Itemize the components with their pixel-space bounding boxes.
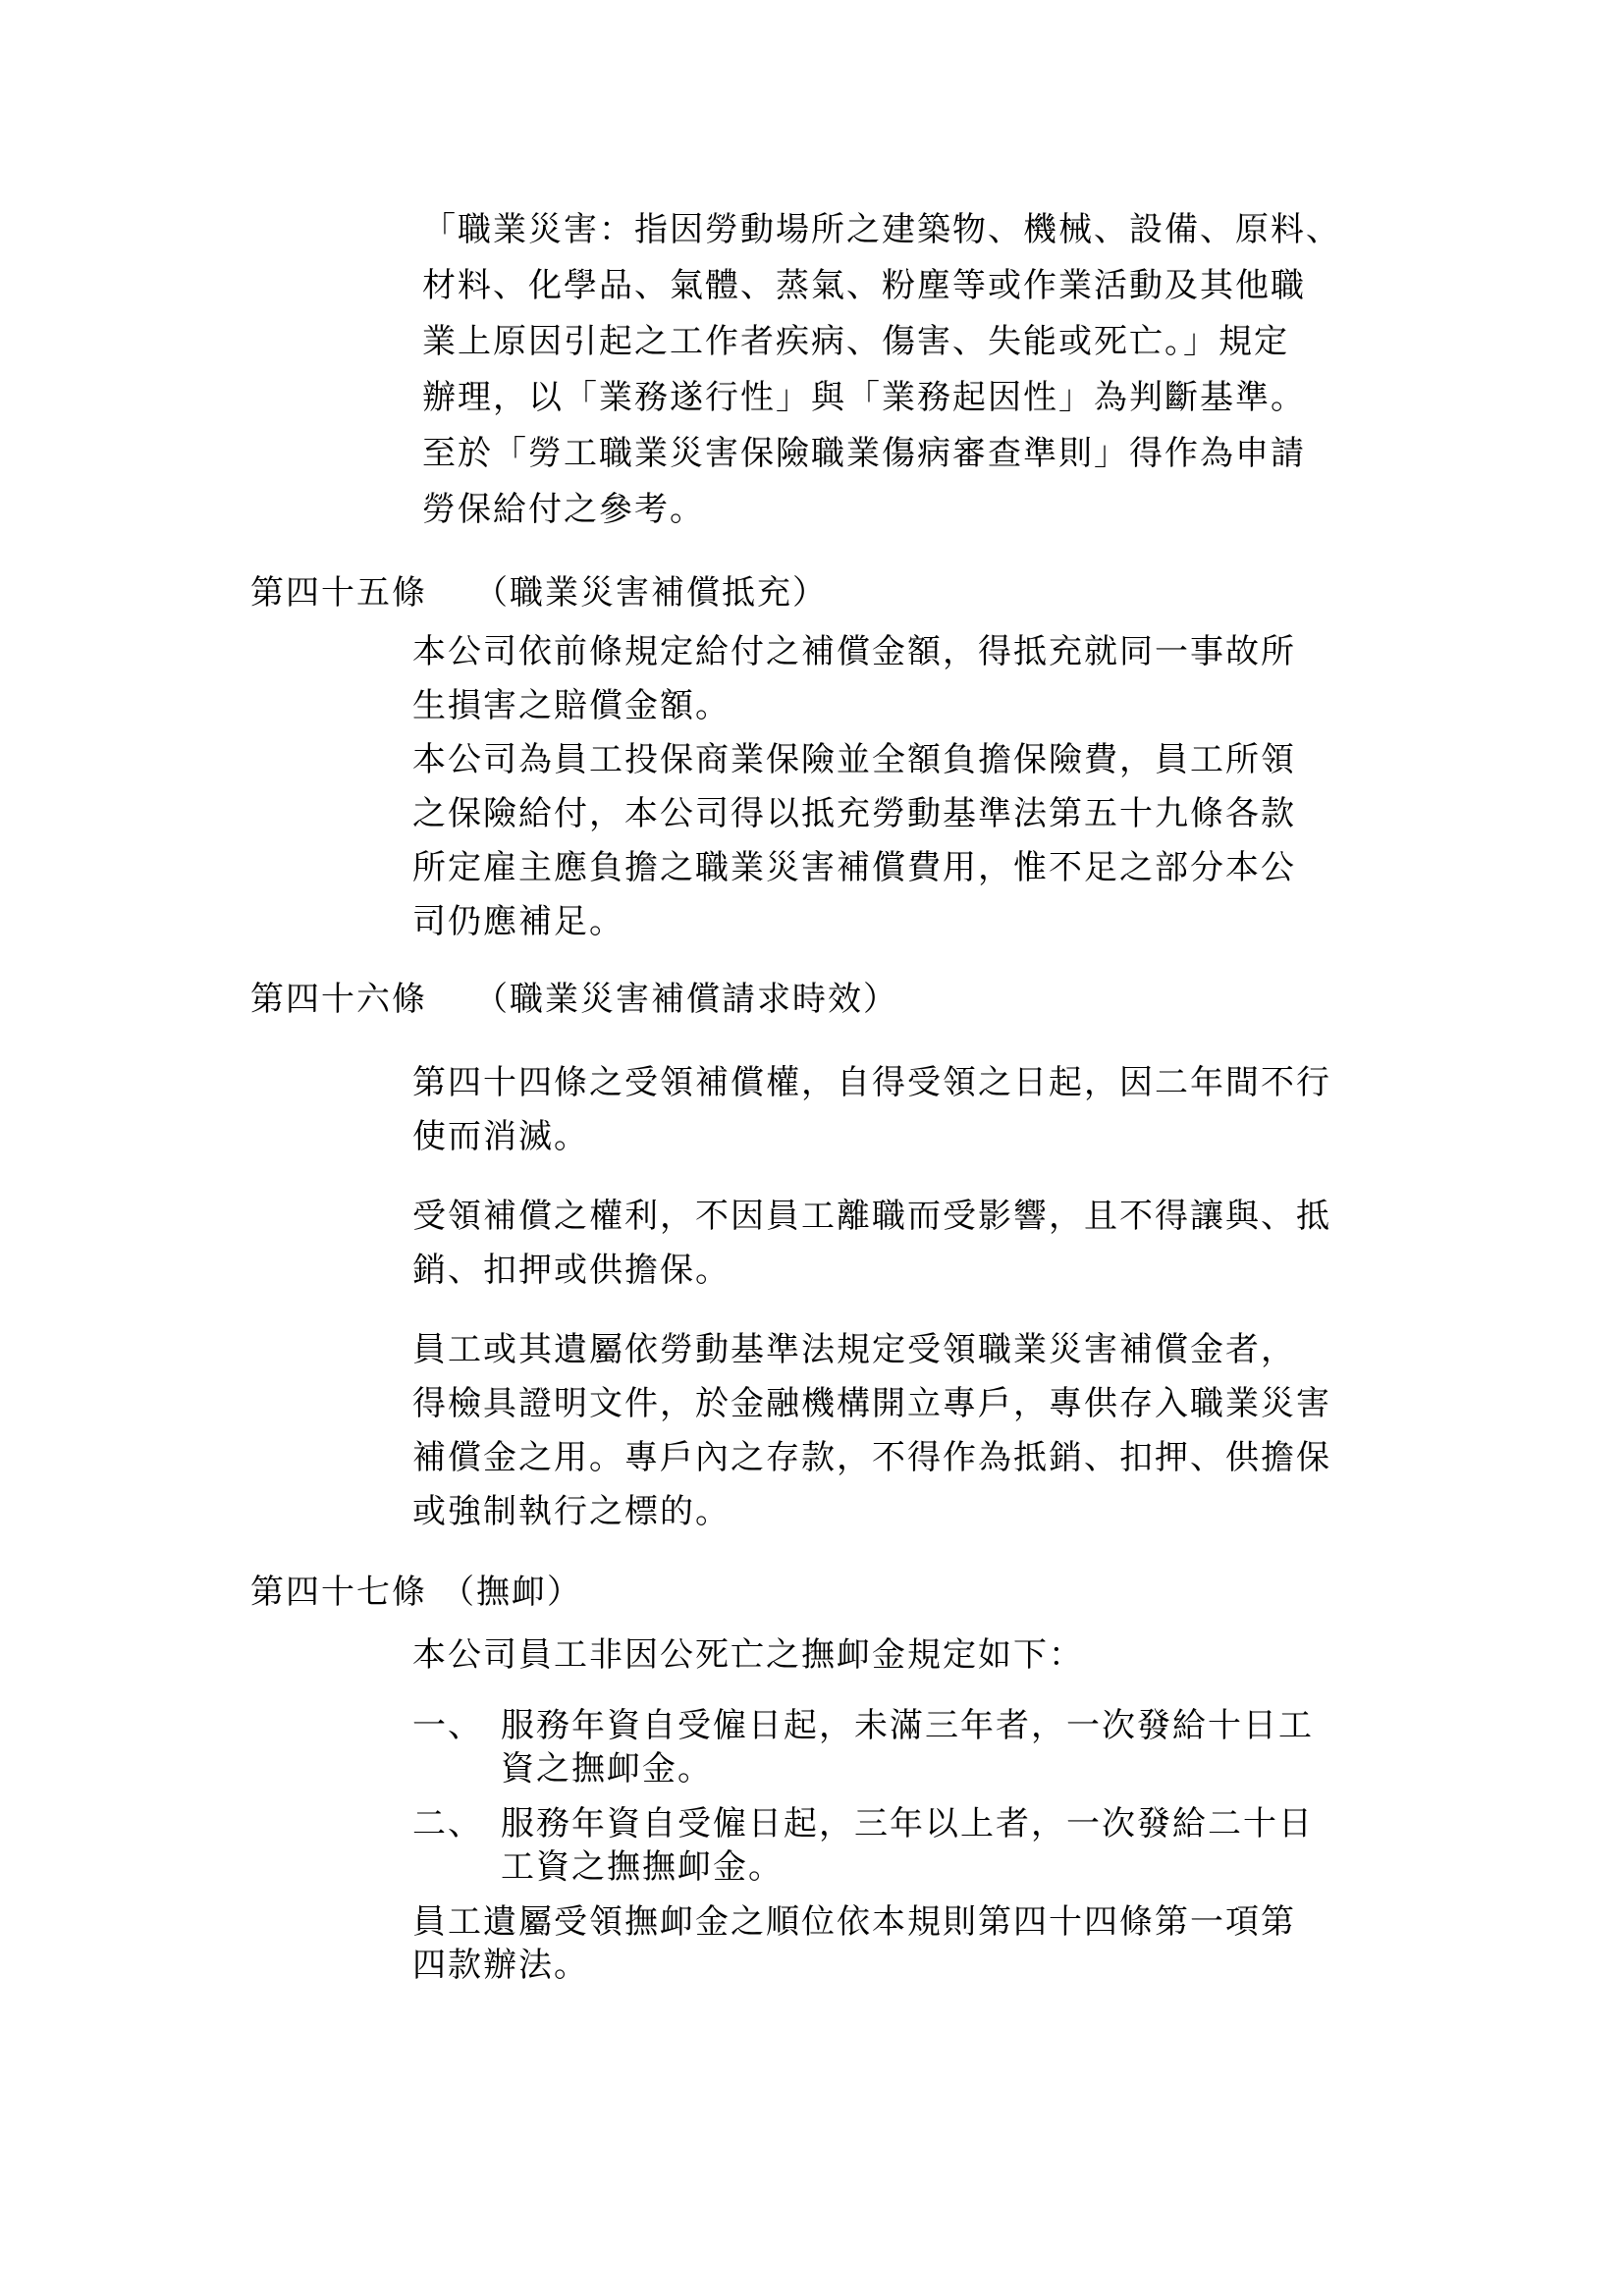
paragraph-line: 使而消滅。 <box>412 1117 589 1156</box>
article-45-paragraph-1 <box>412 625 1296 733</box>
paragraph-line: 服務年資自受僱日起，三年以上者，一次發給二十日 <box>501 1804 1314 1843</box>
paragraph-line: 至於「勞工職業災害保險職業傷病審查準則」得作為申請 <box>422 434 1306 473</box>
intro-paragraph <box>422 202 1341 538</box>
paragraph-line: 本公司依前條規定給付之補償金額，得抵充就同一事故所 <box>412 632 1296 671</box>
article-47-heading <box>250 1569 582 1616</box>
article-45-paragraph-2 <box>412 733 1296 949</box>
article-46-heading <box>250 976 898 1023</box>
paragraph-line: 勞保給付之參考。 <box>422 490 705 529</box>
paragraph-line: 銷、扣押或供擔保。 <box>412 1251 731 1290</box>
list-item-text <box>501 1802 1314 1889</box>
article-title: （職業災害補償抵充） <box>474 573 828 613</box>
paragraph-line: 工資之撫撫卹金。 <box>501 1847 784 1887</box>
article-title: （撫卹） <box>441 1573 582 1612</box>
paragraph-line: 受領補償之權利，不因員工離職而受影響，且不得讓與、抵 <box>412 1197 1331 1236</box>
article-title: （職業災害補償請求時效） <box>474 980 898 1019</box>
list-item <box>412 1802 1394 1891</box>
paragraph-line: 「職業災害：指因勞動場所之建築物、機械、設備、原料、 <box>422 210 1341 249</box>
paragraph-line: 本公司為員工投保商業保險並全額負擔保險費，員工所領 <box>412 740 1296 779</box>
paragraph-line: 辦理，以「業務遂行性」與「業務起因性」為判斷基準。 <box>422 378 1306 417</box>
article-number: 第四十七條 <box>250 1573 427 1612</box>
paragraph-line: 補償金之用。專戶內之存款，不得作為抵銷、扣押、供擔保 <box>412 1438 1331 1477</box>
paragraph-line: 得檢具證明文件，於金融機構開立專戶，專供存入職業災害 <box>412 1384 1331 1423</box>
paragraph-line: 四款辦法。 <box>412 1946 589 1985</box>
paragraph-line: 員工遺屬受領撫卹金之順位依本規則第四十四條第一項第 <box>412 1902 1296 1942</box>
paragraph-line: 材料、化學品、氣體、蒸氣、粉塵等或作業活動及其他職 <box>422 266 1306 305</box>
paragraph-line: 本公司員工非因公死亡之撫卹金規定如下： <box>412 1635 1084 1675</box>
paragraph-line: 業上原因引起之工作者疾病、傷害、失能或死亡。」規定 <box>422 322 1289 361</box>
article-46-paragraph-3 <box>412 1323 1331 1539</box>
paragraph-line: 之保險給付，本公司得以抵充勞動基準法第五十九條各款 <box>412 794 1296 833</box>
list-item-text <box>501 1704 1314 1790</box>
article-number: 第四十五條 <box>250 573 427 613</box>
paragraph-line: 司仍應補足。 <box>412 902 624 941</box>
paragraph-line: 員工或其遺屬依勞動基準法規定受領職業災害補償金者， <box>412 1330 1296 1369</box>
list-item <box>412 1704 1394 1792</box>
paragraph-line: 或強制執行之標的。 <box>412 1492 731 1531</box>
article-47-closing <box>412 1900 1296 1987</box>
article-45-heading <box>250 569 828 616</box>
paragraph-line: 資之撫卹金。 <box>501 1749 713 1789</box>
paragraph-line: 第四十四條之受領補償權，自得受領之日起，因二年間不行 <box>412 1063 1331 1102</box>
list-marker: 一、 <box>412 1706 483 1745</box>
article-46-paragraph-2 <box>412 1190 1331 1298</box>
article-47-lead <box>412 1633 1084 1677</box>
article-number: 第四十六條 <box>250 980 427 1019</box>
article-46-paragraph-1 <box>412 1056 1331 1164</box>
list-marker: 二、 <box>412 1804 483 1843</box>
paragraph-line: 服務年資自受僱日起，未滿三年者，一次發給十日工 <box>501 1706 1314 1745</box>
paragraph-line: 生損害之賠償金額。 <box>412 686 731 725</box>
paragraph-line: 所定雇主應負擔之職業災害補償費用，惟不足之部分本公 <box>412 848 1296 887</box>
